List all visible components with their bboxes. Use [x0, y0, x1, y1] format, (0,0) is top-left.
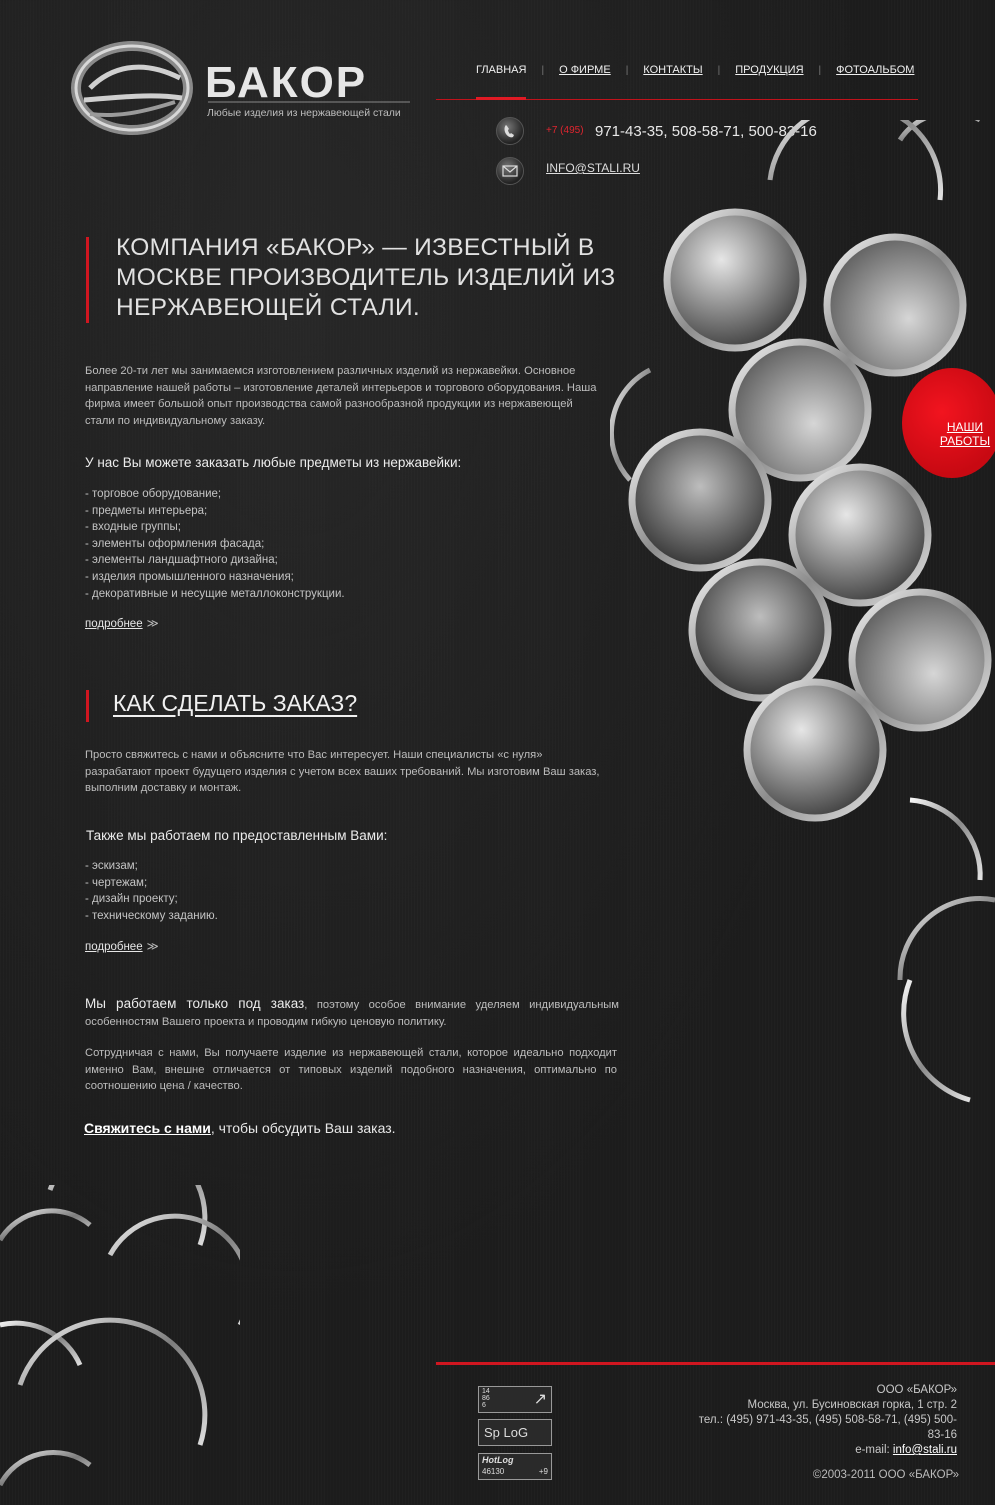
nav-separator: | — [818, 64, 822, 76]
headline-accent-bar — [86, 237, 89, 323]
footer-info — [687, 1383, 957, 1458]
nav-home[interactable]: ГЛАВНАЯ — [476, 64, 527, 76]
products-subheading: У нас Вы можете заказать любые предметы из нержавейки: — [85, 455, 462, 470]
work-photo — [632, 432, 768, 568]
counter-label: Sp LoG — [484, 1425, 529, 1440]
work-photo — [692, 562, 828, 698]
footer-email-label: e-mail: — [855, 1444, 890, 1456]
copyright: ©2003-2011 ООО «БАКОР» — [812, 1469, 959, 1481]
contact-cta-rest: , чтобы обсудить Ваш заказ. — [210, 1120, 396, 1136]
footer-phones: тел.: (495) 971-43-35, (495) 508-58-71, (495) 500-83-16 — [698, 1414, 957, 1441]
order-heading[interactable]: КАК СДЕЛАТЬ ЗАКАЗ? — [113, 690, 358, 716]
also-list — [85, 858, 218, 924]
footer-divider — [436, 1362, 995, 1365]
only-order-rest: , поэтому особое внимание уделяем индивидуальным особенностям Вашего проекта и проводим гибкую ценовую политику. — [85, 999, 619, 1028]
list-item: - входные группы; — [85, 519, 345, 536]
order-heading-accent-bar — [86, 690, 89, 722]
counter-badge-hotlog[interactable] — [478, 1453, 552, 1480]
only-order-strong: Мы работаем только под заказ — [85, 996, 305, 1011]
decorative-arcs — [0, 1185, 240, 1505]
list-item: - техническому заданию. — [85, 908, 218, 925]
list-item: - элементы оформления фасада; — [85, 536, 345, 553]
list-item: - декоративные и несущие металлоконструкции. — [85, 586, 345, 603]
contact-cta — [84, 1120, 396, 1136]
nav-about[interactable]: О ФИРМЕ — [559, 64, 611, 76]
order-text: Просто свяжитесь с нами и объясните что Вас интересует. Наши специалисты «с нуля» разрабатают проект будущего изделия с учетом всех ваших требований. Мы изготовим Ваш заказ, выполним доставку и монтаж. — [85, 749, 600, 794]
counter-badge-spylog[interactable] — [478, 1419, 552, 1446]
nav-separator: | — [717, 64, 721, 76]
nav-separator: | — [625, 64, 629, 76]
intro-text: Более 20-ти лет мы занимаемся изготовлением различных изделий из нержавейки. Основное направление нашей работы – изготовление деталей интерьеров и торгового оборудования. Наша фирма имеет большой опыт производства самой разнообразной продукции из нержавеющей стали по индивидуальному заказу. — [85, 365, 597, 427]
mail-icon — [496, 157, 524, 185]
footer-company: ООО «БАКОР» — [876, 1384, 957, 1396]
cooperation-text: Сотрудничая с нами, Вы получаете изделие из нержавеющей стали, которое идеально подходит именно Вам, внешне отличается от типовых изделий подобного назначения, оптимально по соотношению цена / качество. — [85, 1047, 617, 1092]
counter-value: 46130 — [482, 1467, 505, 1476]
arrow-icon: ↗ — [533, 1391, 547, 1408]
works-gallery — [610, 120, 995, 1120]
counter-value: +9 — [538, 1467, 548, 1476]
logo-tagline: Любые изделия из нержавеющей стали — [207, 107, 401, 119]
more-link-label[interactable]: подробнее — [85, 618, 143, 630]
main-nav — [476, 64, 914, 76]
nav-active-indicator — [476, 97, 526, 100]
header-email-link[interactable]: INFO@STALI.RU — [546, 161, 640, 175]
contact-us-link[interactable]: Свяжитесь с нами — [84, 1120, 211, 1136]
products-list — [85, 486, 345, 602]
nav-contacts[interactable]: КОНТАКТЫ — [643, 64, 703, 76]
counter-label: HotLog — [482, 1455, 514, 1465]
list-item: - торговое оборудование; — [85, 486, 345, 503]
counter-value: 86 — [482, 1395, 490, 1402]
counter-value: 6 — [482, 1402, 486, 1409]
phone-numbers: 971-43-35, 508-58-71, 500-83-16 — [595, 123, 817, 140]
counter-badge-liveinternet[interactable] — [478, 1386, 552, 1413]
counter-value: 14 — [482, 1388, 490, 1395]
more-link-products[interactable] — [85, 616, 159, 630]
nav-products[interactable]: ПРОДУКЦИЯ — [735, 64, 804, 76]
double-arrow-icon: ≫ — [146, 941, 159, 953]
more-link-label[interactable]: подробнее — [85, 941, 143, 953]
footer-email-link[interactable]: info@stali.ru — [892, 1444, 957, 1456]
list-item: - чертежам; — [85, 875, 218, 892]
only-order-text — [85, 996, 619, 1030]
our-works-label[interactable]: НАШИ РАБОТЫ — [939, 420, 991, 448]
also-heading: Также мы работаем по предоставленным Вами: — [86, 828, 388, 843]
phone-icon — [496, 117, 524, 145]
nav-separator: | — [541, 64, 545, 76]
nav-photoalbum[interactable]: ФОТОАЛЬБОМ — [836, 64, 915, 76]
list-item: - предметы интерьера; — [85, 503, 345, 520]
footer-email-row — [687, 1443, 957, 1458]
page-headline: КОМПАНИЯ «БАКОР» — ИЗВЕСТНЫЙ В МОСКВЕ ПРОИЗВОДИТЕЛЬ ИЗДЕЛИЙ ИЗ НЕРЖАВЕЮЩЕЙ СТАЛИ. — [116, 234, 616, 321]
footer-address: Москва, ул. Бусиновская горка, 1 стр. 2 — [747, 1399, 957, 1411]
double-arrow-icon: ≫ — [146, 618, 159, 630]
logo-title: БАКОР — [205, 58, 368, 107]
list-item: - дизайн проекту; — [85, 891, 218, 908]
phone-code: +7 (495) — [546, 125, 584, 136]
list-item: - элементы ландшафтного дизайна; — [85, 552, 345, 569]
list-item: - эскизам; — [85, 858, 218, 875]
more-link-order[interactable] — [85, 939, 159, 953]
list-item: - изделия промышленного назначения; — [85, 569, 345, 586]
work-photo — [747, 682, 883, 818]
work-photo — [667, 212, 803, 348]
work-photo — [827, 237, 963, 373]
